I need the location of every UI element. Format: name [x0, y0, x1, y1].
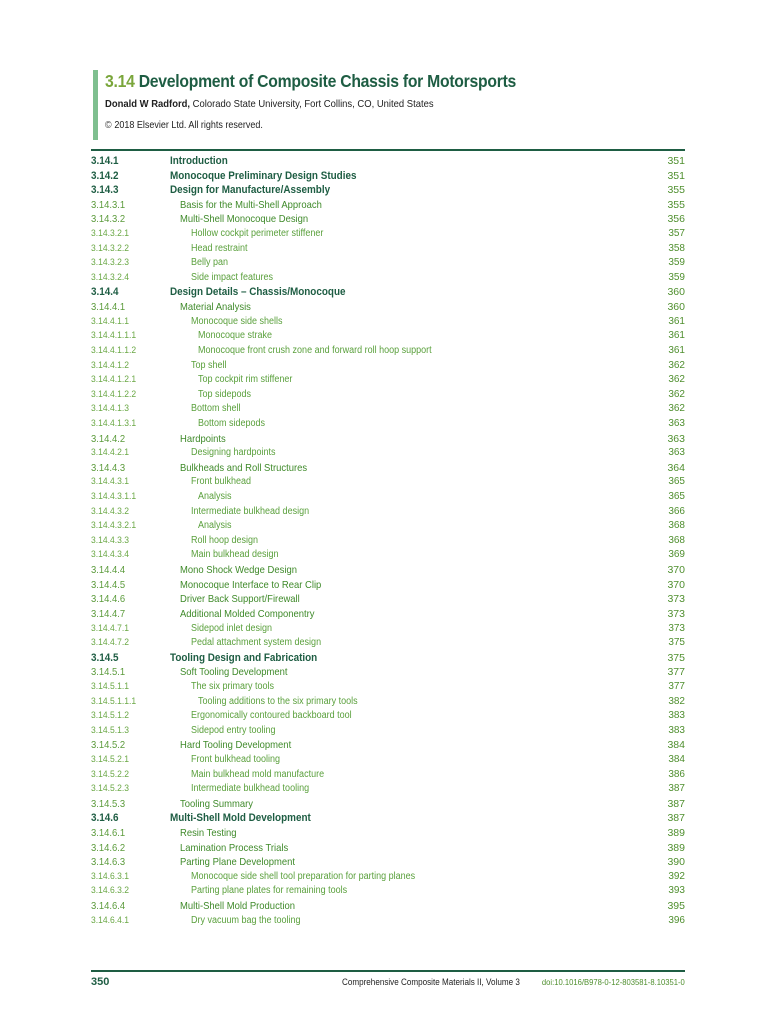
toc-page-number: 377	[668, 680, 685, 692]
toc-section-number: 3.14.4.1.2.2	[91, 388, 137, 400]
toc-entry[interactable]	[91, 198, 685, 213]
toc-section-number: 3.14.4.7.1	[91, 622, 130, 634]
toc-page-number: 363	[668, 447, 685, 459]
toc-section-title[interactable]: Intermediate bulkhead design	[191, 505, 310, 517]
toc-entry[interactable]	[91, 227, 685, 242]
toc-section-title[interactable]: Roll hoop design	[191, 534, 259, 546]
toc-section-title[interactable]: Material Analysis	[180, 301, 251, 314]
toc-section-number: 3.14.5.1.1.1	[91, 695, 137, 707]
toc-page-number: 383	[668, 710, 685, 722]
copyright-icon: ©	[105, 120, 112, 131]
toc-section-number: 3.14.3.1	[91, 198, 126, 211]
toc-section-title[interactable]: Resin Testing	[180, 827, 237, 840]
toc-section-title[interactable]: Bottom shell	[191, 403, 241, 415]
chapter-header	[93, 70, 705, 140]
toc-entry[interactable]	[91, 811, 685, 826]
author-line	[105, 97, 645, 111]
toc-section-number: 3.14.6.4	[91, 900, 126, 913]
page-footer	[91, 975, 685, 989]
toc-entry[interactable]	[91, 417, 685, 432]
toc-page-number: 389	[667, 841, 685, 854]
author-affiliation: Colorado State University, Fort Collins, CO, United States	[190, 98, 434, 110]
toc-section-number: 3.14.4.1.1.2	[91, 344, 137, 356]
toc-section-title[interactable]: Driver Back Support/Firewall	[180, 593, 300, 606]
toc-entry[interactable]	[91, 154, 685, 169]
toc-section-title[interactable]: Analysis	[198, 520, 232, 532]
toc-section-title[interactable]: Basis for the Multi-Shell Approach	[180, 198, 322, 211]
toc-page-number: 370	[667, 564, 685, 577]
toc-section-title[interactable]: Parting Plane Development	[180, 856, 296, 869]
toc-entry[interactable]	[91, 753, 685, 768]
toc-section-number: 3.14.4.3.1	[91, 476, 130, 488]
toc-entry[interactable]	[91, 592, 685, 607]
toc-page-number: 363	[667, 432, 685, 445]
toc-section-title[interactable]: Monocoque strake	[198, 330, 273, 342]
toc-page-number: 362	[668, 403, 685, 415]
toc-page-number: 369	[668, 549, 685, 561]
toc-section-number: 3.14.4.1	[91, 301, 126, 314]
toc-section-number: 3.14.4.3	[91, 461, 126, 474]
toc-section-title[interactable]: Multi-Shell Monocoque Design	[180, 213, 309, 226]
toc-section-title[interactable]: The six primary tools	[191, 680, 275, 692]
toc-section-number: 3.14.1	[91, 155, 119, 167]
toc-page-number: 395	[667, 900, 685, 913]
toc-page-number: 362	[668, 374, 685, 386]
toc-page-number: 386	[668, 768, 685, 780]
toc-section-number: 3.14.3	[91, 184, 119, 197]
toc-page-number: 383	[668, 724, 685, 736]
toc-section-number: 3.14.4.5	[91, 578, 126, 591]
toc-section-title[interactable]: Soft Tooling Development	[180, 666, 288, 679]
toc-section-number: 3.14.4.1.2.1	[91, 374, 137, 386]
chapter-title	[105, 70, 645, 92]
toc-section-number: 3.14.5	[91, 651, 119, 664]
toc-section-number: 3.14.4.7.2	[91, 637, 130, 649]
toc-page-number: 360	[667, 286, 685, 299]
toc-section-number: 3.14.5.3	[91, 797, 126, 810]
toc-page-number: 359	[668, 271, 685, 283]
toc-page-number: 361	[668, 344, 685, 356]
toc-section-number: 3.14.6.1	[91, 827, 126, 840]
toc-entry[interactable]	[91, 622, 685, 637]
toc-entry[interactable]	[91, 534, 685, 549]
toc-section-title[interactable]: Hollow cockpit perimeter stiffener	[191, 228, 324, 240]
toc-entry[interactable]	[91, 402, 685, 417]
chapter-number: 3.14	[105, 71, 135, 91]
toc-entry[interactable]	[91, 563, 685, 578]
toc-section-number: 3.14.4.3.2.1	[91, 520, 137, 532]
toc-page-number: 387	[667, 812, 685, 825]
toc-page-number: 384	[667, 739, 685, 752]
toc-page-number: 365	[668, 491, 685, 503]
toc-section-title[interactable]: Main bulkhead design	[191, 549, 279, 561]
toc-entry[interactable]	[91, 651, 685, 666]
toc-section-title[interactable]: Belly pan	[191, 257, 229, 269]
toc-page-number: 368	[668, 534, 685, 546]
toc-page-number: 363	[668, 417, 685, 429]
toc-section-number: 3.14.3.2.2	[91, 242, 130, 254]
toc-section-number: 3.14.4.6	[91, 593, 126, 606]
toc-entry[interactable]	[91, 432, 685, 447]
toc-page-number: 355	[667, 184, 685, 197]
toc-section-number: 3.14.5.1.3	[91, 724, 130, 736]
toc-entry[interactable]	[91, 461, 685, 476]
toc-page-number: 351	[667, 155, 685, 167]
toc-section-number: 3.14.4.7	[91, 607, 126, 620]
toc-section-title[interactable]: Top sidepods	[198, 388, 252, 400]
bottom-divider	[91, 970, 685, 972]
toc-entry[interactable]	[91, 782, 685, 797]
toc-entry[interactable]	[91, 490, 685, 505]
toc-section-title[interactable]: Monocoque side shell tool preparation for parting planes	[191, 870, 416, 882]
toc-section-title[interactable]: Designing hardpoints	[191, 447, 276, 459]
toc-section-title[interactable]: Tooling Design and Fabrication	[170, 651, 318, 664]
toc-entry[interactable]	[91, 738, 685, 753]
toc-section-title[interactable]: Bottom sidepods	[198, 417, 266, 429]
toc-section-title[interactable]: Side impact features	[191, 271, 274, 283]
toc-section-number: 3.14.5.2.1	[91, 753, 130, 765]
toc-section-number: 3.14.4.1.1	[91, 315, 130, 327]
toc-section-number: 3.14.2	[91, 169, 119, 182]
toc-entry[interactable]	[91, 855, 685, 870]
toc-section-title[interactable]: Pedal attachment system design	[191, 637, 322, 649]
toc-entry[interactable]	[91, 183, 685, 198]
toc-section-title[interactable]: Monocoque side shells	[191, 315, 283, 327]
toc-section-number: 3.14.6.2	[91, 841, 126, 854]
toc-page-number: 377	[667, 666, 685, 679]
toc-entry[interactable]	[91, 373, 685, 388]
toc-page-number: 392	[668, 870, 685, 882]
toc-page-number: 373	[667, 593, 685, 606]
toc-entry[interactable]	[91, 548, 685, 563]
toc-section-number: 3.14.5.2.3	[91, 783, 130, 795]
toc-entry[interactable]	[91, 768, 685, 783]
author-name: Donald W Radford,	[105, 98, 191, 110]
toc-section-title[interactable]: Mono Shock Wedge Design	[180, 564, 297, 577]
toc-section-title[interactable]: Tooling additions to the six primary tools	[198, 695, 358, 707]
toc-entry[interactable]	[91, 695, 685, 710]
toc-section-number: 3.14.4.3.2	[91, 505, 130, 517]
toc-section-number: 3.14.3.2.1	[91, 228, 130, 240]
toc-section-title[interactable]: Hard Tooling Development	[180, 739, 292, 752]
toc-page-number: 362	[668, 388, 685, 400]
top-divider	[91, 149, 685, 151]
toc-section-number: 3.14.3.2.4	[91, 271, 130, 283]
toc-page-number: 361	[668, 330, 685, 342]
toc-section-number: 3.14.6.3.1	[91, 870, 130, 882]
toc-entry[interactable]	[91, 271, 685, 286]
toc-section-title[interactable]: Dry vacuum bag the tooling	[191, 914, 301, 926]
toc-page-number: 375	[668, 637, 685, 649]
toc-section-number: 3.14.5.2	[91, 739, 126, 752]
toc-section-number: 3.14.4.3.3	[91, 534, 130, 546]
doi-link[interactable]: doi:10.1016/B978-0-12-803581-8.10351-0	[542, 977, 685, 987]
toc-section-number: 3.14.5.1	[91, 666, 126, 679]
toc-section-number: 3.14.4.4	[91, 564, 126, 577]
toc-page-number: 368	[668, 520, 685, 532]
toc-entry[interactable]	[91, 724, 685, 739]
toc-page-number: 361	[668, 315, 685, 327]
toc-page-number: 387	[667, 797, 685, 810]
toc-entry[interactable]	[91, 388, 685, 403]
toc-page-number: 373	[667, 607, 685, 620]
toc-page-number: 364	[667, 461, 685, 474]
toc-page-number: 356	[667, 213, 685, 226]
toc-section-number: 3.14.4.2.1	[91, 447, 130, 459]
toc-entry[interactable]	[91, 519, 685, 534]
toc-section-number: 3.14.6.3.2	[91, 885, 130, 897]
toc-section-title[interactable]: Main bulkhead mold manufacture	[191, 768, 325, 780]
toc-page-number: 389	[667, 827, 685, 840]
toc-section-title[interactable]: Top cockpit rim stiffener	[198, 374, 293, 386]
toc-entry[interactable]	[91, 899, 685, 914]
toc-page-number: 390	[667, 856, 685, 869]
toc-page-number: 387	[668, 783, 685, 795]
toc-section-title[interactable]: Head restraint	[191, 242, 248, 254]
toc-section-title[interactable]: Parting plane plates for remaining tools	[191, 885, 348, 897]
toc-section-number: 3.14.6.3	[91, 856, 126, 869]
toc-section-number: 3.14.5.1.2	[91, 710, 130, 722]
toc-page-number: 382	[668, 695, 685, 707]
toc-section-number: 3.14.6.4.1	[91, 914, 130, 926]
toc-section-title[interactable]: Front bulkhead tooling	[191, 753, 281, 765]
toc-section-title[interactable]: Design Details – Chassis/Monocoque	[170, 286, 346, 299]
toc-section-number: 3.14.3.2.3	[91, 257, 130, 269]
toc-section-title[interactable]: Additional Molded Componentry	[180, 607, 315, 620]
toc-page-number: 359	[668, 257, 685, 269]
toc-section-title[interactable]: Introduction	[170, 155, 228, 167]
toc-section-number: 3.14.5.2.2	[91, 768, 130, 780]
toc-section-title[interactable]: Hardpoints	[180, 432, 226, 445]
toc-entry[interactable]	[91, 256, 685, 271]
toc-entry[interactable]	[91, 359, 685, 374]
toc-entry[interactable]	[91, 344, 685, 359]
toc-page-number: 370	[667, 578, 685, 591]
toc-page-number: 375	[667, 651, 685, 664]
toc-section-title[interactable]: Tooling Summary	[180, 797, 254, 810]
toc-section-number: 3.14.4.2	[91, 432, 126, 445]
toc-entry[interactable]	[91, 446, 685, 461]
toc-entry[interactable]	[91, 242, 685, 257]
toc-section-title[interactable]: Design for Manufacture/Assembly	[170, 184, 331, 197]
toc-page-number: 357	[668, 228, 685, 240]
toc-section-title[interactable]: Sidepod entry tooling	[191, 724, 276, 736]
toc-entry[interactable]	[91, 870, 685, 885]
copyright-line	[105, 119, 645, 133]
toc-page-number: 396	[668, 914, 685, 926]
toc-entry[interactable]	[91, 300, 685, 315]
chapter-title-text: Development of Composite Chassis for Motorsports	[138, 71, 517, 91]
toc-entry[interactable]	[91, 841, 685, 856]
toc-entry[interactable]	[91, 578, 685, 593]
toc-entry[interactable]	[91, 826, 685, 841]
toc-entry[interactable]	[91, 914, 685, 929]
toc-entry[interactable]	[91, 169, 685, 184]
toc-section-title[interactable]: Intermediate bulkhead tooling	[191, 783, 310, 795]
toc-entry[interactable]	[91, 329, 685, 344]
toc-section-number: 3.14.4.1.2	[91, 359, 130, 371]
toc-section-title[interactable]: Multi-Shell Mold Production	[180, 900, 296, 913]
toc-page-number: 351	[667, 169, 685, 182]
toc-entry[interactable]	[91, 505, 685, 520]
toc-page-number: 362	[668, 359, 685, 371]
toc-section-title[interactable]: Sidepod inlet design	[191, 622, 273, 634]
toc-section-title[interactable]: Analysis	[198, 491, 232, 503]
toc-entry[interactable]	[91, 285, 685, 300]
toc-section-number: 3.14.5.1.1	[91, 680, 130, 692]
toc-page-number: 384	[668, 753, 685, 765]
toc-section-number: 3.14.4.1.1.1	[91, 330, 137, 342]
table-of-contents	[91, 154, 685, 928]
toc-entry[interactable]	[91, 212, 685, 227]
toc-entry[interactable]	[91, 607, 685, 622]
toc-section-title[interactable]: Monocoque Preliminary Design Studies	[170, 169, 357, 182]
toc-page-number: 373	[668, 622, 685, 634]
toc-section-number: 3.14.6	[91, 812, 119, 825]
toc-entry[interactable]	[91, 797, 685, 812]
toc-section-title[interactable]: Bulkheads and Roll Structures	[180, 461, 308, 474]
page-number: 350	[91, 976, 110, 988]
toc-section-title[interactable]: Lamination Process Trials	[180, 841, 289, 854]
toc-page-number: 355	[667, 198, 685, 211]
toc-page-number: 365	[668, 476, 685, 488]
toc-entry[interactable]	[91, 680, 685, 695]
toc-section-number: 3.14.3.2	[91, 213, 126, 226]
toc-entry[interactable]	[91, 475, 685, 490]
toc-section-number: 3.14.4.1.3	[91, 403, 130, 415]
toc-section-number: 3.14.4.3.1.1	[91, 491, 137, 503]
toc-section-title[interactable]: Multi-Shell Mold Development	[170, 812, 311, 825]
book-title: Comprehensive Composite Materials II, Volume 3	[342, 977, 520, 987]
toc-page-number: 358	[668, 242, 685, 254]
copyright-text: 2018 Elsevier Ltd. All rights reserved.	[114, 120, 263, 131]
toc-section-number: 3.14.4	[91, 286, 119, 299]
toc-section-number: 3.14.4.3.4	[91, 549, 130, 561]
toc-entry[interactable]	[91, 665, 685, 680]
toc-entry[interactable]	[91, 315, 685, 330]
toc-section-title[interactable]: Ergonomically contoured backboard tool	[191, 710, 352, 722]
toc-entry[interactable]	[91, 636, 685, 651]
toc-entry[interactable]	[91, 884, 685, 899]
toc-section-number: 3.14.4.1.3.1	[91, 417, 137, 429]
toc-page-number: 360	[667, 301, 685, 314]
toc-page-number: 366	[668, 505, 685, 517]
toc-section-title[interactable]: Top shell	[191, 359, 227, 371]
toc-section-title[interactable]: Monocoque front crush zone and forward roll hoop support	[198, 344, 432, 356]
toc-section-title[interactable]: Monocoque Interface to Rear Clip	[180, 578, 322, 591]
toc-page-number: 393	[668, 885, 685, 897]
toc-section-title[interactable]: Front bulkhead	[191, 476, 252, 488]
toc-entry[interactable]	[91, 709, 685, 724]
